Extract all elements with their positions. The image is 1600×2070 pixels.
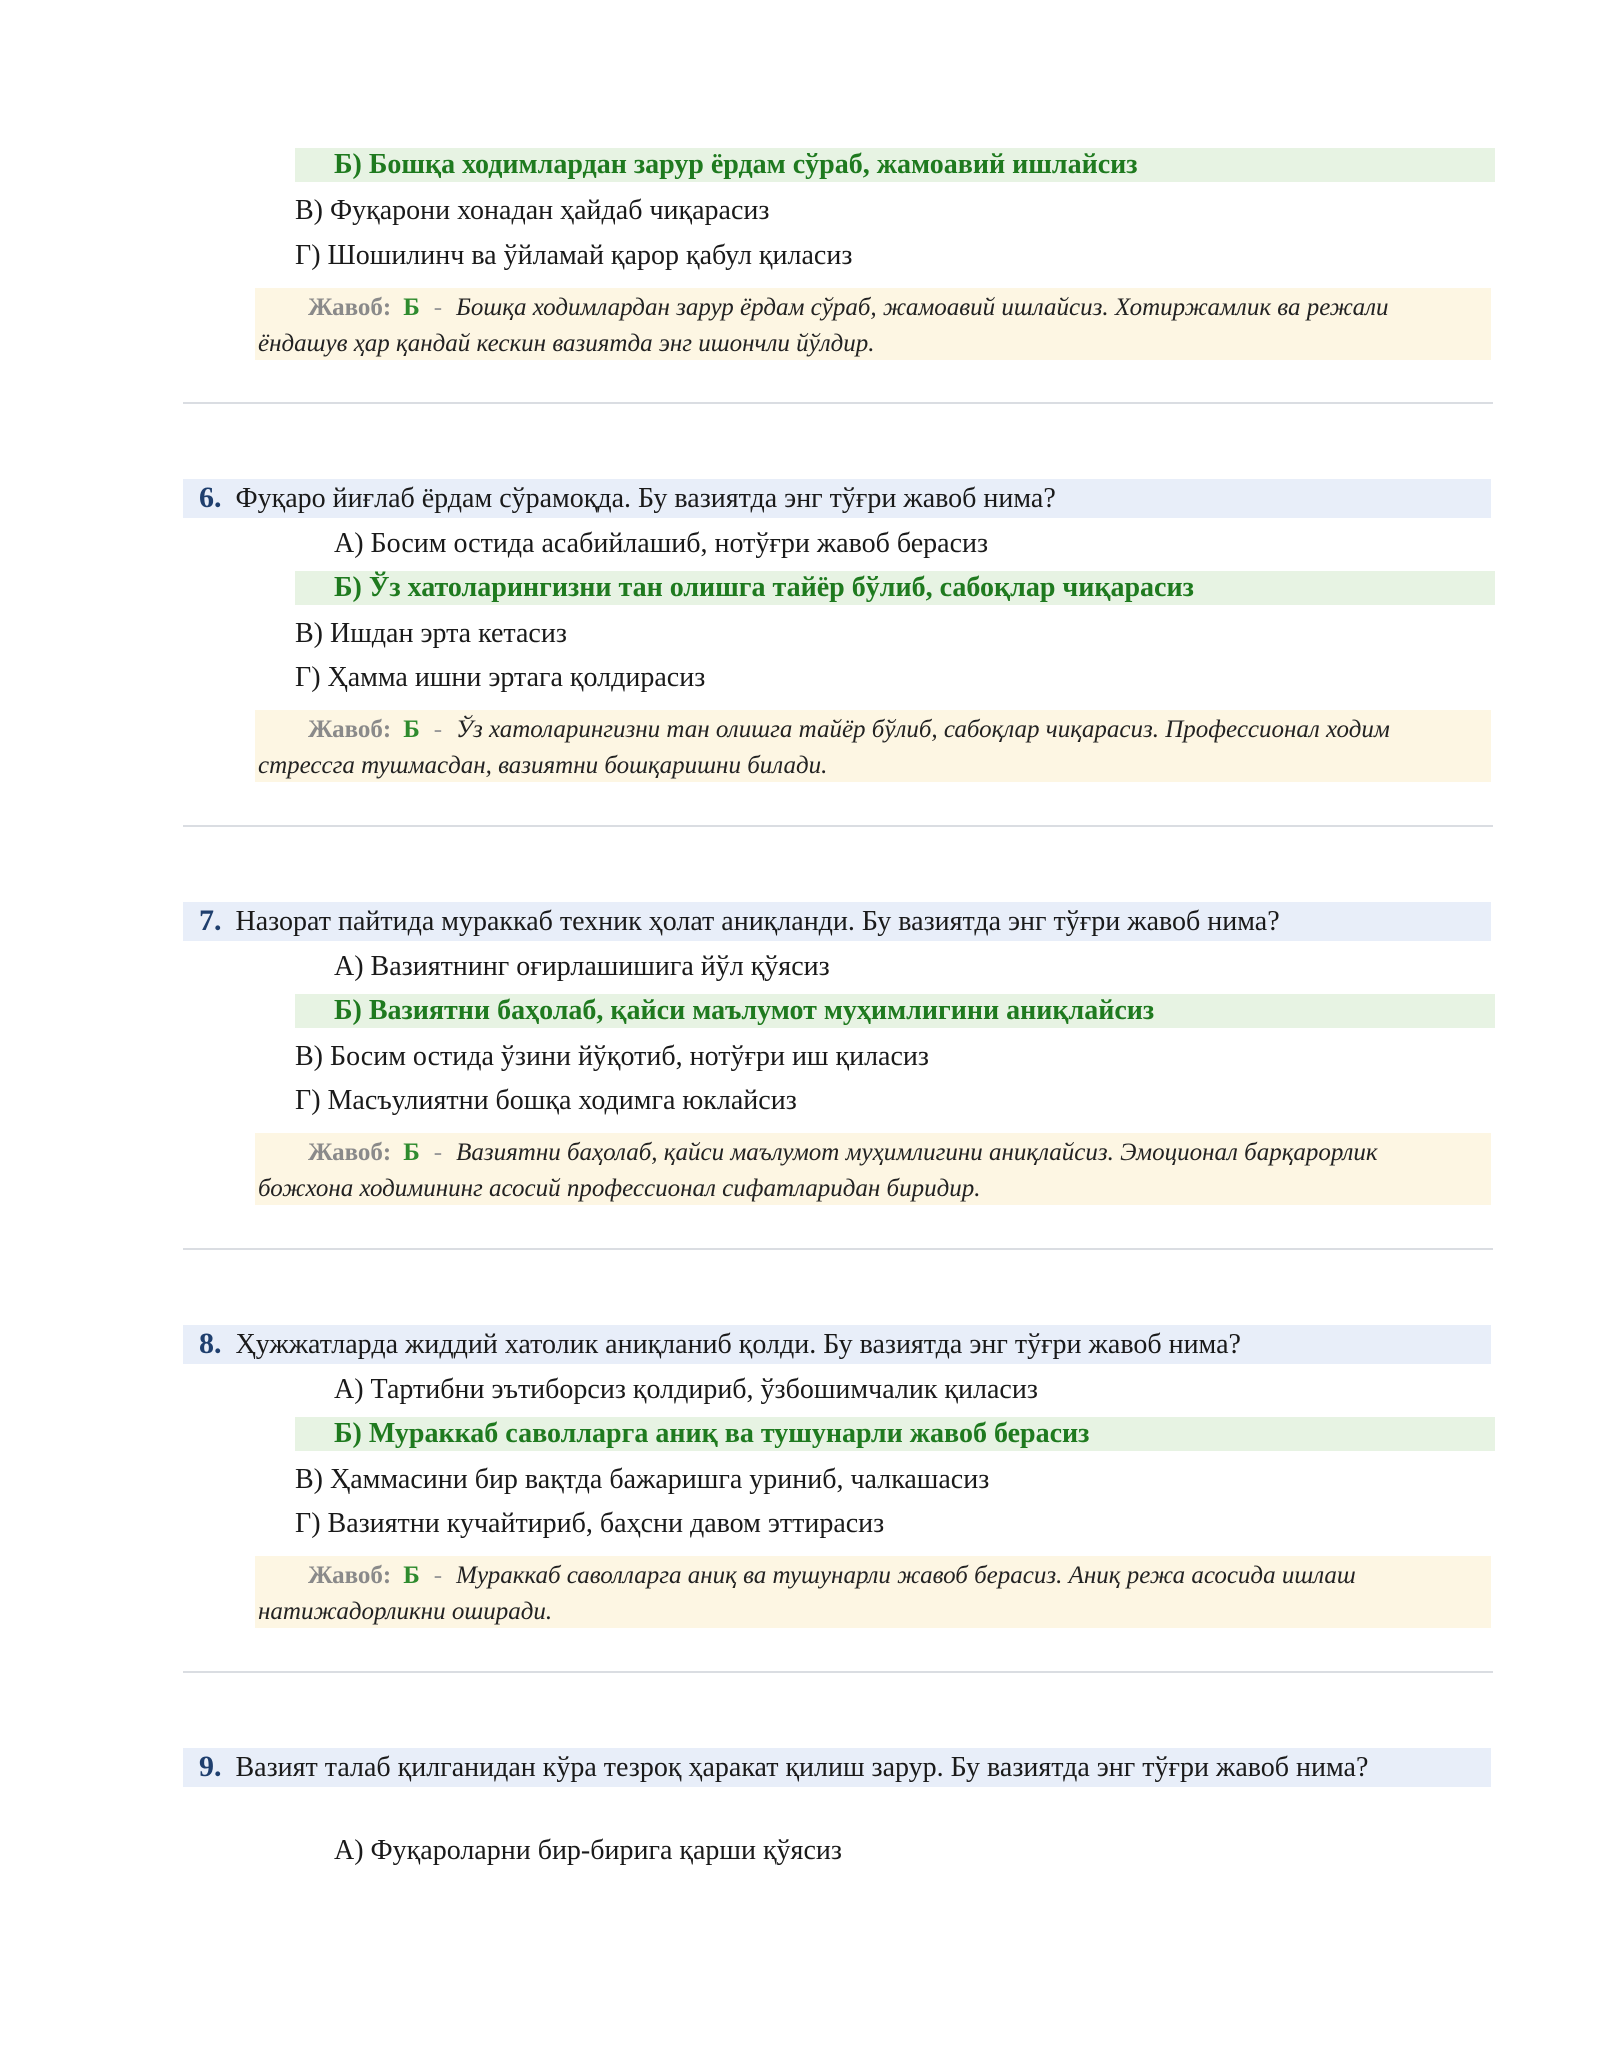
question-text: Назорат пайтида мураккаб техник ҳолат аниқланди. Бу вазиятда энг тўғри жавоб нима? [235,906,1280,937]
answer-box [255,1556,1491,1628]
separator [183,825,1493,827]
option-b-correct: Б) Мураккаб саволларга аниқ ва тушунарли жавоб берасиз [295,1417,1495,1451]
option-a: А) Вазиятнинг оғирлашишига йўл қўясиз [334,951,830,982]
answer-box [255,1133,1491,1205]
question-text: Ҳужжатларда жиддий хатолик аниқланиб қолди. Бу вазиятда энг тўғри жавоб нима? [235,1329,1241,1360]
option-b-correct: Б) Вазиятни баҳолаб, қайси маълумот муҳимлигини аниқлайсиз [295,994,1495,1028]
option-g: Г) Масъулиятни бошқа ходимга юклайсиз [295,1085,797,1116]
option-v: В) Ишдан эрта кетасиз [295,618,567,649]
answer-text: Мураккаб саволларга аниқ ва тушунарли жавоб берасиз. Аниқ режа асосида ишлаш натижадорликни оширади. [258,1562,1356,1625]
question-number: 8. [199,1327,222,1360]
question-number: 6. [199,481,222,514]
option-g: Г) Шошилинч ва ўйламай қарор қабул қиласиз [295,240,853,271]
option-v: В) Босим остида ўзини йўқотиб, нотўғри иш қиласиз [295,1041,929,1072]
question-9 [183,1748,1491,1787]
question-number: 7. [199,904,222,937]
answer-text: Вазиятни баҳолаб, қайси маълумот муҳимлигини аниқлайсиз. Эмоционал барқарорлик божхона ходимининг асосий профессионал сифатларидан биридир. [258,1139,1378,1202]
option-g: Г) Вазиятни кучайтириб, баҳсни давом эттирасиз [295,1508,885,1539]
question-8 [183,1325,1491,1364]
option-b-correct: Б) Ўз хатоларингизни тан олишга тайёр бўлиб, сабоқлар чиқарасиз [295,571,1495,605]
answer-label: Жавоб: [308,1139,392,1166]
option-b-correct: Б) Бошқа ходимлардан зарур ёрдам сўраб, жамоавий ишлайсиз [295,148,1495,182]
answer-letter: Б [403,716,420,743]
option-v: В) Фуқарони хонадан ҳайдаб чиқарасиз [295,195,770,226]
answer-letter: Б [403,294,420,321]
answer-dash: - [433,1562,443,1589]
option-a: А) Фуқароларни бир-бирига қарши қўясиз [334,1835,842,1866]
answer-box [255,288,1491,360]
option-a: А) Босим остида асабийлашиб, нотўғри жавоб берасиз [334,528,989,559]
separator [183,1248,1493,1250]
answer-dash: - [433,294,443,321]
answer-box [255,710,1491,782]
answer-dash: - [433,1139,443,1166]
answer-label: Жавоб: [308,1562,392,1589]
question-7 [183,902,1491,941]
question-number: 9. [199,1750,222,1783]
question-text: Вазият талаб қилганидан кўра тезроқ ҳаракат қилиш зарур. Бу вазиятда энг тўғри жавоб нима? [235,1752,1369,1783]
answer-letter: Б [403,1139,420,1166]
option-g: Г) Ҳамма ишни эртага қолдирасиз [295,662,706,693]
answer-label: Жавоб: [308,716,392,743]
option-v: В) Ҳаммасини бир вақтда бажаришга уриниб, чалкашасиз [295,1464,990,1495]
answer-text: Ўз хатоларингизни тан олишга тайёр бўлиб, сабоқлар чиқарасиз. Профессионал ходим стрессга тушмасдан, вазиятни бошқаришни билади. [258,716,1390,779]
question-text: Фуқаро йиғлаб ёрдам сўрамоқда. Бу вазиятда энг тўғри жавоб нима? [235,483,1056,514]
separator [183,402,1493,404]
option-a: А) Тартибни эътиборсиз қолдириб, ўзбошимчалик қиласиз [334,1374,1038,1405]
question-6 [183,479,1491,518]
answer-label: Жавоб: [308,294,392,321]
answer-letter: Б [403,1562,420,1589]
separator [183,1671,1493,1673]
answer-text: Бошқа ходимлардан зарур ёрдам сўраб, жамоавий ишлайсиз. Хотиржамлик ва режали ёндашув ҳар қандай кескин вазиятда энг ишончли йўлдир. [258,294,1389,357]
answer-dash: - [433,716,443,743]
